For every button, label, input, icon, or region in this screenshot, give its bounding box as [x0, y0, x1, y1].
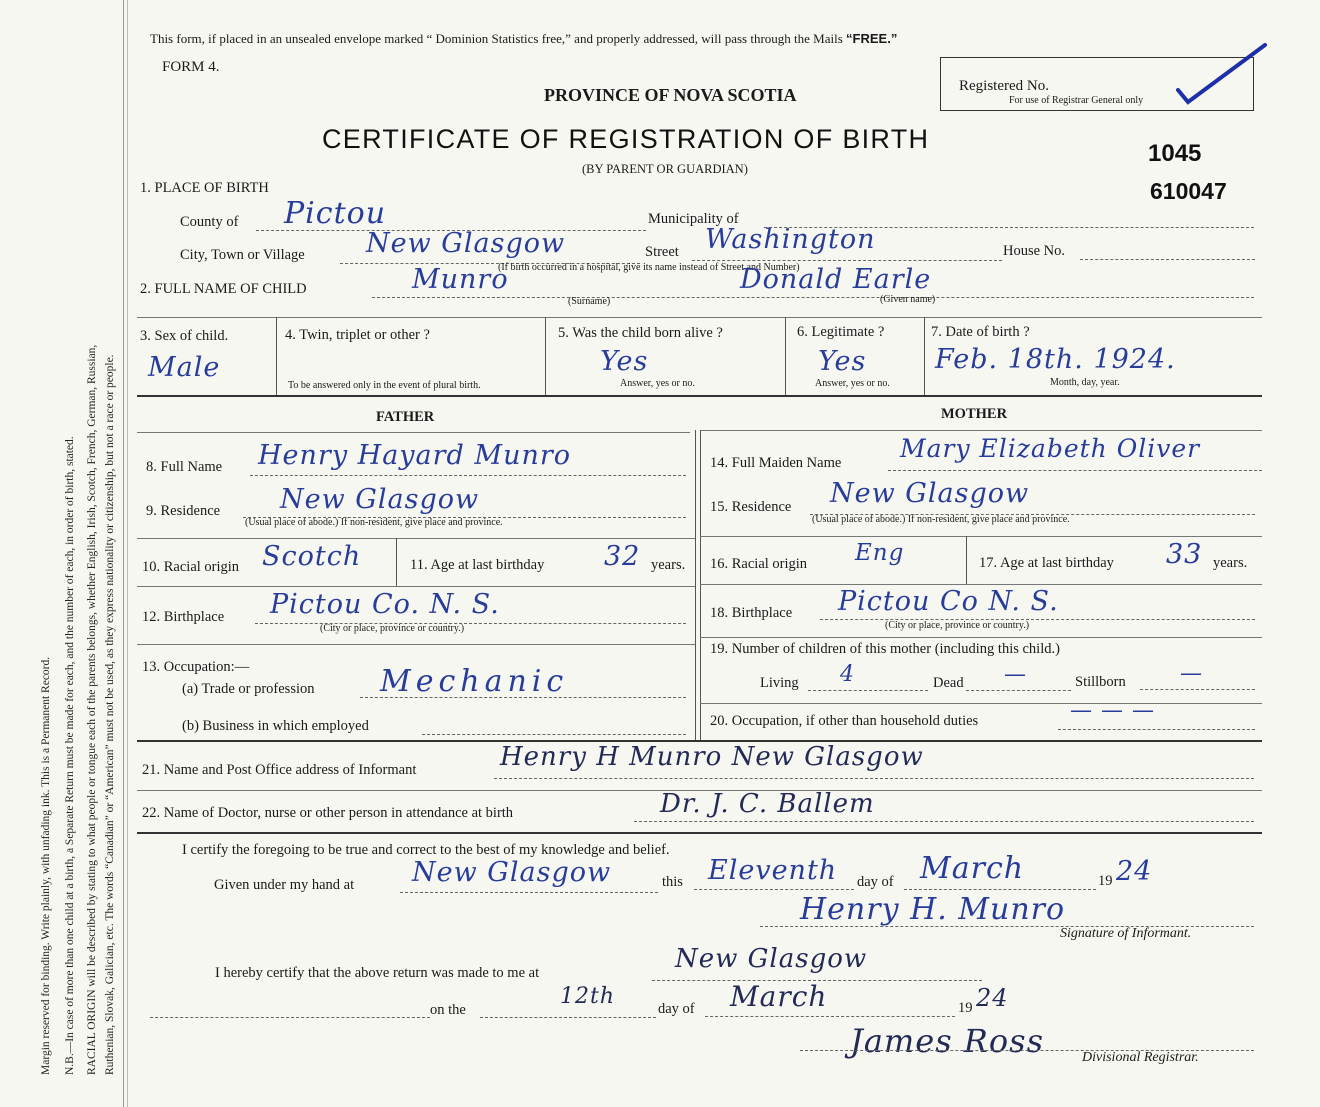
- dead-label: Dead: [933, 675, 964, 691]
- col-divider-5: [785, 317, 786, 395]
- doctor-label: 22. Name of Doctor, nurse or other person in attendance at birth: [142, 805, 514, 821]
- stillborn-value: —: [1180, 661, 1203, 686]
- mother-name-line: [888, 470, 1262, 471]
- sex-label: 3. Sex of child.: [140, 328, 229, 344]
- twin-note: To be answered only in the event of plural birth.: [288, 380, 481, 391]
- mother-birthplace-caption: (City or place, province or country.): [885, 620, 1030, 631]
- dob-label: 7. Date of birth ?: [931, 324, 1030, 340]
- given-place: New Glasgow: [412, 857, 612, 888]
- row-divider-5: [137, 832, 1262, 834]
- stamp-top: 1045: [1148, 140, 1202, 167]
- cert-year-suffix: 24: [1116, 856, 1153, 887]
- mother-name: Mary Elizabeth Oliver: [900, 434, 1201, 463]
- alive-caption: Answer, yes or no.: [620, 378, 695, 389]
- given-label: Given under my hand at: [214, 877, 355, 893]
- house-label: House No.: [1003, 243, 1066, 259]
- municipality-label: Municipality of: [648, 211, 739, 227]
- informant-value: Henry H Munro New Glasgow: [500, 742, 924, 772]
- father-name-line: [250, 475, 686, 476]
- alive-value: Yes: [600, 346, 649, 377]
- col-divider-6: [924, 317, 925, 395]
- margin-rule-2: [127, 0, 128, 1107]
- mother-occupation-label: 20. Occupation, if other than household duties: [710, 713, 979, 729]
- given-caption: (Given name): [880, 294, 936, 305]
- dead-value: —: [1004, 662, 1027, 687]
- registrar-statement: I hereby certify that the above return was made to me at: [215, 965, 540, 981]
- living-line: [808, 690, 928, 691]
- mother-residence: New Glasgow: [830, 478, 1030, 509]
- registrar-year-prefix: 19: [958, 1000, 973, 1016]
- informant-signature: Henry H. Munro: [800, 892, 1066, 927]
- father-residence-label: 9. Residence: [146, 503, 221, 519]
- father-rule-2: [137, 586, 695, 587]
- signature-caption: Signature of Informant.: [1060, 926, 1192, 941]
- legit-label: 6. Legitimate ?: [797, 324, 885, 340]
- mother-residence-label: 15. Residence: [710, 499, 792, 515]
- informant-line: [494, 778, 1254, 779]
- street-label: Street: [645, 244, 679, 260]
- father-birthplace: Pictou Co. N. S.: [270, 589, 500, 620]
- city-value: New Glasgow: [366, 228, 566, 259]
- mother-rule-2: [700, 584, 1262, 585]
- child-name-line: [372, 297, 1254, 298]
- stamp-number: 610047: [1150, 178, 1227, 204]
- month-line: [904, 889, 1096, 890]
- mother-col-divider: [966, 536, 967, 584]
- father-occupation-label: 13. Occupation:—: [142, 659, 250, 675]
- father-rule-3: [137, 644, 695, 645]
- margin-note-3: RACIAL ORIGIN will be described by stating to what people or tongue each of the parents belongs, whether English, Irish, Scotch, French, German, Russian,: [86, 344, 98, 1075]
- checkmark-icon: [1170, 40, 1280, 110]
- mother-years: years.: [1213, 555, 1248, 571]
- day-line: [694, 889, 854, 890]
- father-name: Henry Hayard Munro: [258, 440, 572, 471]
- mother-name-label: 14. Full Maiden Name: [710, 455, 842, 471]
- father-business-label: (b) Business in which employed: [182, 718, 369, 734]
- place-of-birth-label: 1. PLACE OF BIRTH: [140, 180, 269, 196]
- form-number: FORM 4.: [162, 59, 220, 75]
- stillborn-label: Stillborn: [1075, 674, 1126, 690]
- page-title: CERTIFICATE OF REGISTRATION OF BIRTH: [322, 124, 930, 154]
- father-name-label: 8. Full Name: [146, 459, 223, 475]
- mother-residence-caption: (Usual place of abode.) If non-resident, give place and province.: [812, 514, 1070, 525]
- street-value: Washington: [705, 224, 876, 255]
- doctor-line: [634, 821, 1254, 822]
- father-birthplace-caption: (City or place, province or country.): [320, 623, 465, 634]
- father-residence-caption: (Usual place of abode.) If non-resident, give place and province.: [245, 517, 503, 528]
- registrar-place: New Glasgow: [675, 944, 868, 974]
- registrar-month: March: [730, 980, 828, 1013]
- given-place-line: [400, 892, 658, 893]
- mother-rule-4: [700, 703, 1262, 704]
- registrar-left-line: [150, 1017, 430, 1018]
- page-subtitle: (BY PARENT OR GUARDIAN): [582, 162, 748, 176]
- county-label: County of: [180, 214, 239, 230]
- father-rule-1: [137, 538, 695, 539]
- province-heading: PROVINCE OF NOVA SCOTIA: [544, 85, 797, 105]
- stillborn-line: [1140, 689, 1255, 690]
- registered-label: Registered No.: [959, 78, 1049, 94]
- father-trade: Mechanic: [380, 664, 569, 699]
- col-divider-3: [276, 317, 277, 395]
- father-heading-rule: [137, 432, 690, 433]
- mother-occupation: — — —: [1070, 698, 1155, 723]
- child-name-label: 2. FULL NAME OF CHILD: [140, 281, 307, 297]
- mother-rule-3: [700, 637, 1262, 638]
- registrar-day-of-label: day of: [658, 1001, 695, 1017]
- mother-box-left: [700, 430, 701, 740]
- mother-racial-label: 16. Racial origin: [710, 556, 808, 572]
- registrar-signature: James Ross: [850, 1022, 1044, 1060]
- mother-racial: Eng: [855, 540, 905, 566]
- col-divider-4: [545, 317, 546, 395]
- alive-label: 5. Was the child born alive ?: [558, 325, 723, 341]
- this-label: this: [662, 874, 683, 890]
- father-box-right: [695, 430, 696, 740]
- sex-value: Male: [148, 352, 221, 383]
- child-surname: Munro: [412, 264, 509, 295]
- living-value: 4: [840, 662, 855, 687]
- father-heading: FATHER: [376, 409, 435, 425]
- father-years: years.: [651, 557, 686, 573]
- mother-birthplace-label: 18. Birthplace: [710, 605, 793, 621]
- surname-caption: (Surname): [568, 296, 611, 307]
- registrar-caption: Divisional Registrar.: [1082, 1050, 1199, 1065]
- day-of-label: day of: [857, 874, 894, 890]
- cert-day: Eleventh: [708, 855, 838, 886]
- father-birthplace-label: 12. Birthplace: [142, 609, 225, 625]
- registrar-year-suffix: 24: [976, 984, 1009, 1012]
- father-trade-label: (a) Trade or profession: [182, 681, 315, 697]
- child-given-name: Donald Earle: [740, 264, 932, 295]
- dob-value: Feb. 18th. 1924.: [935, 344, 1176, 375]
- house-line: [1080, 259, 1255, 260]
- mother-rule-1: [700, 536, 1262, 537]
- hospital-note: (If birth occurred in a hospital, give its name instead of Street and Number): [498, 262, 800, 273]
- margin-note-4: Ruthenian, Slovak, Galician, etc. The words “Canadian” or “American” must not be used, as they express nationality or citizenship, but not a race or people.: [104, 354, 116, 1075]
- margin-rule: [123, 0, 124, 1107]
- mother-age-label: 17. Age at last birthday: [979, 555, 1114, 571]
- mail-notice: [150, 31, 897, 47]
- mother-occupation-line: [1058, 729, 1255, 730]
- father-business-line: [422, 734, 686, 735]
- father-racial: Scotch: [262, 541, 362, 572]
- doctor-value: Dr. J. C. Ballem: [660, 789, 875, 819]
- dead-line: [966, 690, 1071, 691]
- informant-label: 21. Name and Post Office address of Informant: [142, 762, 417, 778]
- mail-notice-free: “FREE.”: [846, 31, 898, 46]
- father-col-divider: [396, 538, 397, 586]
- registered-note: For use of Registrar General only: [1009, 95, 1144, 106]
- mother-heading: MOTHER: [941, 406, 1008, 422]
- mother-heading-rule: [700, 430, 1262, 431]
- father-racial-label: 10. Racial origin: [142, 559, 240, 575]
- registrar-month-line: [705, 1016, 955, 1017]
- twin-label: 4. Twin, triplet or other ?: [285, 327, 430, 343]
- cert-month: March: [920, 851, 1025, 886]
- cert-year-prefix: 19: [1098, 873, 1113, 889]
- margin-note-2: N.B.—In case of more than one child at a birth, a Separate Return must be made for each, and the number of each, in order of birth, stated.: [64, 436, 76, 1075]
- mother-age: 33: [1166, 539, 1203, 570]
- father-age: 32: [604, 541, 641, 572]
- dob-caption: Month, day, year.: [1050, 377, 1120, 388]
- living-label: Living: [760, 675, 799, 691]
- mail-notice-text: This form, if placed in an unsealed envelope marked “ Dominion Statistics free,” and properly addressed, will pass through the Mails: [150, 31, 843, 46]
- row-divider-1: [137, 317, 1262, 318]
- street-line: [692, 260, 1002, 261]
- certify-statement: I certify the foregoing to be true and correct to the best of my knowledge and belief.: [182, 842, 670, 858]
- legit-value: Yes: [818, 346, 867, 377]
- father-residence: New Glasgow: [280, 484, 480, 515]
- margin-note-1: Margin reserved for binding. Write plainly, with unfading ink. This is a Permanent Record.: [40, 656, 52, 1075]
- registrar-day-line: [480, 1017, 656, 1018]
- registrar-day: 12th: [560, 984, 616, 1009]
- children-label: 19. Number of children of this mother (including this child.): [710, 641, 1060, 657]
- mother-birthplace: Pictou Co N. S.: [838, 586, 1059, 617]
- father-age-label: 11. Age at last birthday: [410, 557, 545, 573]
- legit-caption: Answer, yes or no.: [815, 378, 890, 389]
- row-divider-2: [137, 395, 1262, 397]
- county-value: Pictou: [284, 196, 387, 231]
- city-label: City, Town or Village: [180, 247, 305, 263]
- on-the-label: on the: [430, 1002, 466, 1018]
